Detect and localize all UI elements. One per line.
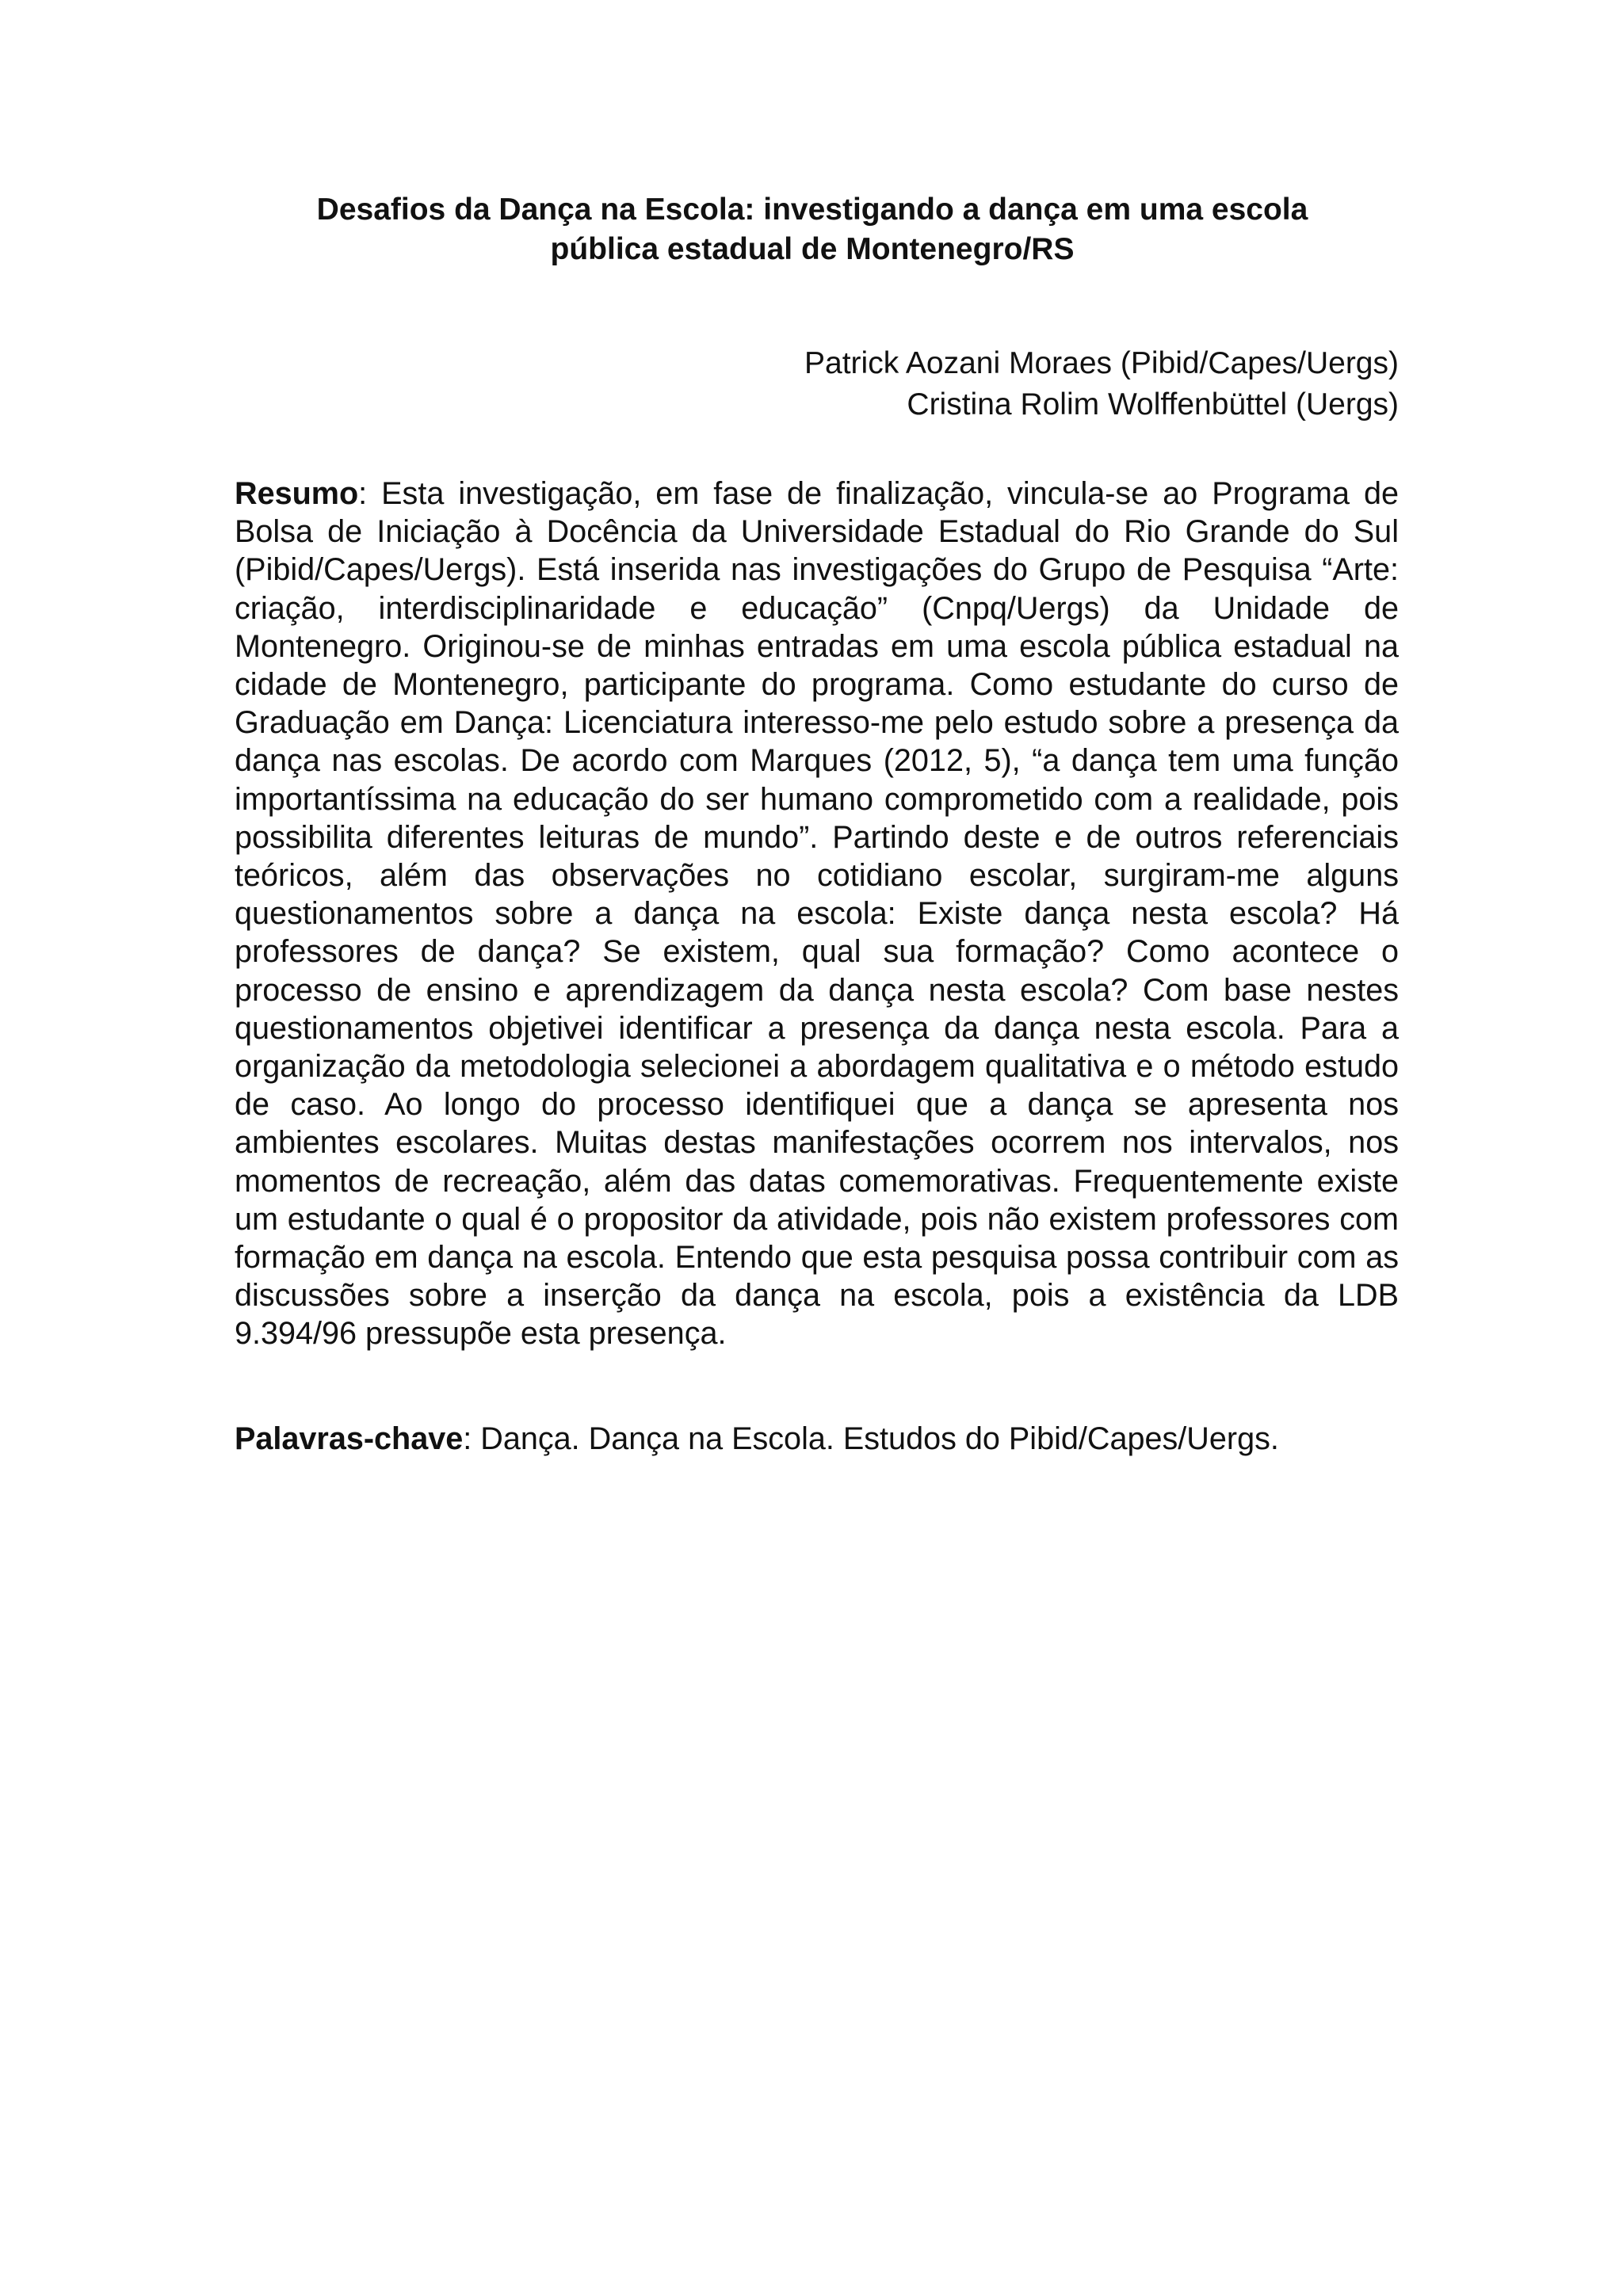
- abstract-text: Esta investigação, em fase de finalização, vincula-se ao Programa de Bolsa de Iniciação à Docência da Universidade Estadual do Rio Grande do Sul (Pibid/Capes/Uergs). Está inserida nas investigações do Grupo de Pesquisa “Arte: criação, interdisciplinaridade e educação” (Cnpq/Uergs) da Unidade de Montenegro. Originou-se de minhas entradas em uma escola pública estadual na cidade de Montenegro, participante do programa. Como estudante do curso de Graduação em Dança: Licenciatura interesso-me pelo estudo sobre a presença da dança nas escolas. De acordo com Marques (2012, 5), “a dança tem uma função importantíssima na educação do ser humano comprometido com a realidade, pois possibilita diferentes leituras de mundo”. Partindo deste e de outros referenciais teóricos, além das observações no cotidiano escolar, surgiram-me alguns questionamentos sobre a dança na escola: Existe dança nesta escola? Há professores de dança? Se existem, qual sua formação? Como acontece o processo de ensino e aprendizagem da dança nesta escola? Com base nestes questionamentos objetivei identificar a presença da dança nesta escola. Para a organização da metodologia selecionei a abordagem qualitativa e o método estudo de caso. Ao longo do processo identifiquei que a dança se apresenta nos ambientes escolares. Muitas destas manifestações ocorrem nos intervalos, nos momentos de recreação, além das datas comemorativas. Frequentemente existe um estudante o qual é o propositor da atividade, pois não existem professores com formação em dança na escola. Entendo que esta pesquisa possa contribuir com as discussões sobre a inserção da dança na escola, pois a existência da LDB 9.394/96 pressupõe esta presença.: [235, 476, 1399, 1352]
- author-list: [804, 343, 1399, 425]
- keywords-label: Palavras-chave: [235, 1421, 464, 1456]
- title-line-1: Desafios da Dança na Escola: investigando a dança em uma escola: [316, 193, 1308, 227]
- keywords-separator: :: [463, 1421, 481, 1456]
- title-line-2: pública estadual de Montenegro/RS: [550, 232, 1075, 266]
- paper-title: [230, 190, 1395, 269]
- keywords-paragraph: [235, 1420, 1399, 1458]
- abstract-label: Resumo: [235, 476, 359, 511]
- author-1: Patrick Aozani Moraes (Pibid/Capes/Uergs): [804, 346, 1399, 380]
- keywords-text: Dança. Dança na Escola. Estudos do Pibid/Capes/Uergs.: [480, 1421, 1279, 1456]
- abstract-separator: :: [358, 476, 382, 511]
- abstract-paragraph: [235, 475, 1399, 1353]
- author-2: Cristina Rolim Wolffenbüttel (Uergs): [907, 387, 1399, 421]
